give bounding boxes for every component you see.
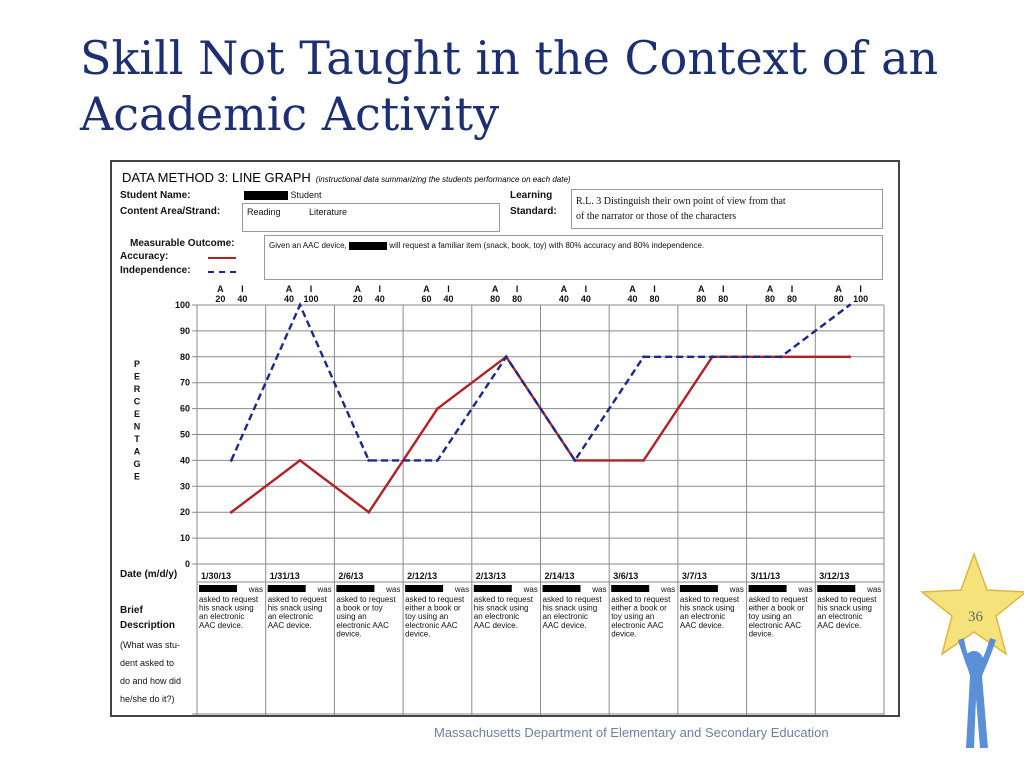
data-point-independence (711, 355, 714, 358)
y-tick-label: 80 (179, 351, 190, 362)
header-independence-value: 40 (237, 294, 248, 304)
x-date-label: 3/6/13 (613, 571, 639, 581)
header-a-label: A (560, 284, 568, 294)
header-i-label: I (584, 284, 588, 294)
description-text-line: asked to request (679, 595, 740, 604)
y-axis-letter: R (133, 384, 141, 394)
description-was: was (523, 585, 538, 594)
header-accuracy-value: 40 (558, 294, 569, 304)
data-point-independence (505, 355, 508, 358)
strand-value: Literature (309, 207, 348, 217)
description-text-line: a book or toy (336, 603, 383, 613)
description-text-line: either a book or (611, 603, 667, 613)
redaction-bar (336, 585, 374, 592)
description-text-line: an electronic (679, 612, 726, 622)
header-i-label: I (378, 284, 382, 294)
header-i-label: I (309, 284, 313, 294)
redaction-bar (749, 585, 787, 592)
brief-label-1: Brief (120, 605, 143, 616)
description-was: was (867, 585, 882, 594)
data-point-independence (436, 459, 439, 462)
student-name-label: Student Name: (120, 190, 191, 201)
header-independence-value: 40 (374, 294, 385, 304)
brief-label-6: he/she do it?) (120, 694, 175, 704)
description-text-line: his snack using (473, 603, 529, 613)
header-a-label: A (491, 284, 499, 294)
data-point-accuracy (642, 459, 645, 462)
header-a-label: A (285, 284, 293, 294)
date-label: Date (m/d/y) (120, 569, 178, 580)
header-accuracy-value: 80 (696, 294, 707, 304)
description-text-line: asked to request (542, 595, 602, 604)
accuracy-legend-label: Accuracy: (120, 251, 169, 262)
header-accuracy-value: 20 (215, 294, 226, 304)
standard-label: Standard: (510, 206, 557, 217)
y-axis-letter: E (133, 409, 141, 419)
description-text-line: AAC device. (817, 620, 862, 630)
redaction-bar (680, 585, 718, 592)
description-text-line: his snack using (817, 603, 873, 613)
description-was: was (454, 585, 470, 594)
header-independence-value: 100 (303, 294, 319, 304)
description-was: was (248, 585, 263, 594)
description-text-line: asked to request (199, 595, 259, 604)
redaction-bar (405, 585, 443, 592)
data-point-accuracy (299, 459, 302, 462)
header-i-label: I (859, 284, 862, 294)
description-text-line: AAC device. (679, 620, 724, 630)
y-axis-letter: T (134, 434, 140, 444)
description-text-line: using an (336, 612, 367, 622)
standard-text-line1: R.L. 3 Distinguish their own point of view from that (576, 196, 786, 207)
y-tick-label: 10 (179, 533, 190, 544)
y-tick-label: 100 (174, 300, 190, 310)
header-accuracy-value: 80 (833, 294, 844, 304)
description-text-line: toy using an (405, 612, 449, 622)
slide-title: Skill Not Taught in the Context of an Academic Activity (80, 31, 939, 141)
header-a-label: A (698, 284, 705, 294)
description-text-line: electronic AAC (611, 620, 664, 630)
y-axis-letter: N (133, 421, 141, 432)
data-point-independence (780, 355, 783, 358)
y-tick-label: 30 (179, 481, 190, 492)
learning-label: Learning (510, 190, 553, 201)
footer-org: Massachusetts Department of Elementary and Secondary Education (434, 725, 829, 740)
content-area-label: Content Area/Strand: (120, 206, 221, 217)
header-a-label: A (629, 284, 636, 294)
x-date-label: 3/12/13 (819, 571, 850, 581)
description-text-line: electronic AAC (748, 620, 802, 630)
star-icon (922, 554, 1024, 654)
header-accuracy-value: 80 (764, 294, 775, 304)
description-was: was (798, 585, 813, 594)
method-subtitle: (instructional data summarizing the students performance on each date) (315, 175, 571, 184)
description-text-line: device. (611, 629, 637, 639)
description-text-line: his snack using (199, 603, 254, 613)
description-was: was (317, 585, 332, 594)
star-figure-logo (914, 548, 1024, 768)
header-i-label: I (447, 284, 450, 294)
outcome-label: Measurable Outcome: (130, 238, 235, 249)
redaction-bar (817, 585, 855, 592)
description-text-line: an electronic (199, 612, 245, 622)
description-text-line: AAC device. (542, 620, 587, 630)
brief-label-4: dent asked to (120, 658, 175, 668)
header-i-label: I (790, 284, 794, 294)
description-text-line: toy using an (611, 612, 655, 622)
header-accuracy-value: 40 (627, 294, 638, 304)
description-was: was (592, 585, 607, 594)
content-area-value: Reading (247, 207, 281, 217)
header-accuracy-value: 60 (421, 294, 432, 304)
x-date-label: 1/30/13 (201, 571, 232, 581)
data-point-independence (642, 355, 645, 358)
y-tick-label: 50 (179, 429, 190, 440)
description-text-line: asked to request (817, 595, 877, 604)
header-accuracy-value: 20 (352, 294, 363, 304)
description-text-line: asked to request (405, 595, 465, 604)
description-text-line: an electronic (473, 612, 520, 622)
header-independence-value: 100 (853, 294, 869, 304)
line-graph (112, 162, 898, 715)
y-axis-letter: A (133, 446, 141, 457)
description-was: was (660, 585, 676, 594)
student-name-value: Student (290, 190, 322, 200)
description-text-line: either a book or (748, 603, 805, 613)
x-date-label: 3/7/13 (681, 571, 707, 581)
y-tick-label: 40 (179, 455, 190, 466)
method-title-text: DATA METHOD 3: LINE GRAPH (122, 170, 311, 185)
y-tick-label: 0 (184, 559, 190, 569)
description-text-line: device. (748, 629, 774, 639)
header-accuracy-value: 40 (284, 294, 295, 304)
x-date-label: 2/13/13 (475, 571, 506, 581)
data-point-accuracy (367, 511, 370, 514)
y-tick-label: 70 (179, 377, 190, 388)
data-point-independence (367, 459, 370, 462)
redaction-bar (543, 585, 581, 592)
description-text-line: his snack using (542, 603, 598, 613)
header-independence-value: 80 (718, 294, 729, 304)
redaction-bar (474, 585, 512, 592)
independence-legend-label: Independence: (120, 265, 191, 276)
x-date-label: 2/12/13 (407, 571, 438, 581)
description-text-line: an electronic (542, 612, 588, 622)
header-i-label: I (241, 284, 244, 294)
y-tick-label: 60 (179, 403, 190, 414)
description-was: was (386, 585, 401, 594)
description-text-line: asked to request (336, 595, 396, 604)
brief-label-3: (What was stu- (120, 640, 181, 650)
redaction-bar (611, 585, 649, 592)
header-independence-value: 40 (580, 294, 591, 304)
header-independence-value: 40 (443, 294, 454, 304)
description-text-line: his snack using (267, 603, 323, 613)
data-sheet-figure (110, 160, 900, 717)
header-a-label: A (217, 284, 224, 294)
data-point-independence (230, 459, 233, 462)
description-text-line: his snack using (679, 603, 735, 613)
header-accuracy-value: 80 (490, 294, 501, 304)
y-axis-letter: C (133, 396, 141, 407)
data-point-accuracy (230, 511, 233, 514)
description-text-line: asked to request (267, 595, 327, 604)
x-date-label: 3/11/13 (750, 571, 781, 581)
x-date-label: 2/14/13 (544, 571, 575, 581)
data-point-accuracy (848, 355, 851, 358)
data-point-independence (573, 459, 576, 462)
data-point-accuracy (436, 407, 439, 410)
header-a-label: A (766, 284, 774, 294)
header-independence-value: 80 (649, 294, 660, 304)
data-point-independence (848, 304, 851, 307)
description-text-line: an electronic (817, 612, 863, 622)
outcome-text-a: Given an AAC device, (269, 241, 347, 250)
header-a-label: A (835, 284, 842, 294)
header-i-label: I (721, 284, 725, 294)
description-text-line: device. (336, 629, 362, 639)
header-a-label: A (354, 284, 361, 294)
redaction-bar (268, 585, 306, 592)
description-text-line: device. (405, 629, 431, 639)
header-i-label: I (653, 284, 656, 294)
brief-label-2: Description (120, 620, 176, 631)
brief-label-5: do and how did (120, 676, 182, 686)
x-date-label: 2/6/13 (338, 571, 364, 581)
y-axis-letter: G (133, 459, 141, 469)
header-i-label: I (515, 284, 519, 294)
header-independence-value: 80 (786, 294, 797, 304)
description-was: was (729, 585, 744, 594)
description-text-line: AAC device. (267, 620, 312, 630)
description-text-line: electronic AAC (405, 620, 458, 630)
description-text-line: electronic AAC (336, 620, 389, 630)
description-text-line: either a book or (405, 603, 461, 613)
y-tick-label: 20 (179, 507, 190, 518)
description-text-line: asked to request (748, 595, 808, 604)
standard-text-line2: of the narrator or those of the characters (576, 211, 737, 222)
description-text-line: toy using an (748, 612, 792, 622)
redaction-bar (199, 585, 237, 592)
x-date-label: 1/31/13 (269, 571, 300, 581)
data-point-independence (299, 304, 302, 307)
y-axis-letter: E (133, 471, 141, 482)
y-axis-letter: P (133, 359, 141, 369)
y-axis-letter: E (133, 371, 141, 382)
y-tick-label: 90 (179, 325, 190, 336)
description-text-line: asked to request (611, 595, 671, 604)
description-text-line: AAC device. (199, 620, 244, 630)
header-independence-value: 80 (512, 294, 523, 304)
description-text-line: AAC device. (473, 620, 518, 630)
description-text-line: an electronic (267, 612, 314, 622)
description-text-line: asked to request (473, 595, 533, 604)
outcome-text-b: will request a familiar item (snack, book, toy) with 80% accuracy and 80% independence. (389, 241, 705, 250)
header-a-label: A (423, 284, 430, 294)
page-number: 36 (968, 609, 983, 625)
